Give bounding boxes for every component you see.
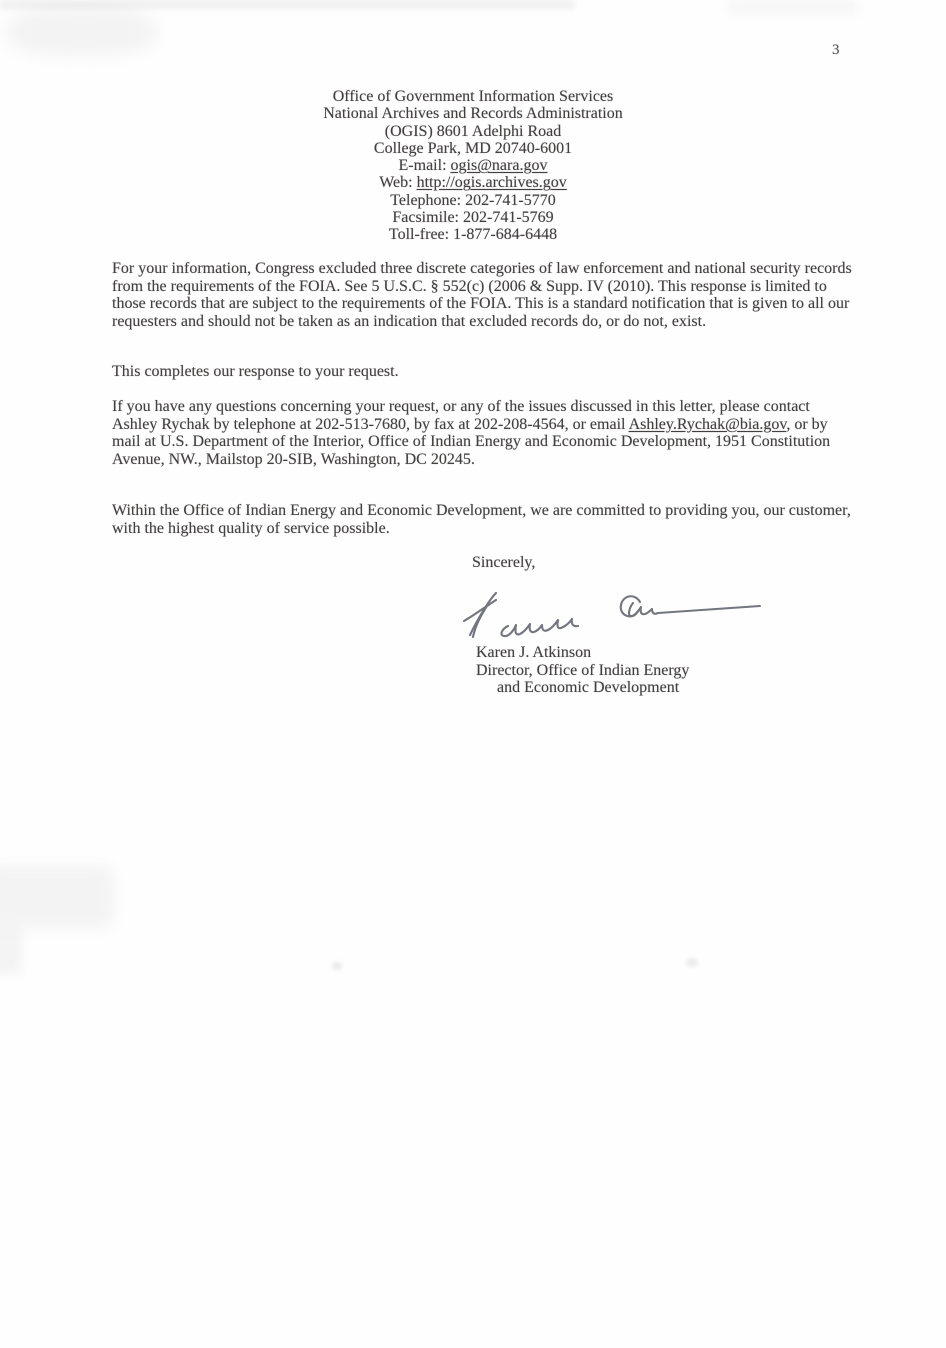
letterhead-agency-line: National Archives and Records Administration: [323, 105, 623, 123]
signatory-title-line1: Director, Office of Indian Energy: [476, 661, 690, 679]
web-link[interactable]: http://ogis.archives.gov: [416, 174, 567, 192]
email-label: E-mail:: [398, 157, 451, 175]
letterhead-email-line: [0, 157, 946, 174]
contact-text-before: If you have any questions concerning your request, or any of the issues discussed in this letter, please contact Ashley Rychak by telephone at 202-513-7680, by fax at 202-208-4564, or email: [112, 398, 810, 433]
scan-artifact: [728, 0, 858, 14]
contact-email-link[interactable]: Ashley.Rychak@bia.gov: [628, 415, 787, 433]
paragraph-response-complete: This completes our response to your request.: [112, 363, 399, 380]
scan-artifact: [0, 0, 575, 9]
web-label: Web:: [379, 174, 417, 192]
scan-artifact: [0, 866, 114, 928]
scan-artifact: [6, 8, 156, 56]
signatory-title-line2: and Economic Development: [497, 679, 680, 696]
letterhead-tollfree-line: Toll-free: 1-877-684-6448: [388, 226, 558, 244]
signature-block: [476, 644, 689, 697]
letterhead-address-line: (OGIS) 8601 Adelphi Road: [384, 122, 562, 140]
page-number: 3: [832, 42, 840, 58]
scan-artifact: [332, 962, 342, 970]
letterhead: [0, 88, 946, 244]
paragraph-service-commitment: Within the Office of Indian Energy and Economic Development, we are committed to providing you, our customer, with the highest quality of service possible.: [112, 502, 851, 537]
signature-handwritten: [462, 589, 764, 645]
paragraph-foia-exclusions: For your information, Congress excluded three discrete categories of law enforcement and national security records from the requirements of the FOIA. See 5 U.S.C. § 552(c) (2006 & Supp. IV (2010). This response is limited to those records that are subject to the requirements of the FOIA. This is a standard notification that is given to all our requesters and should not be taken as an indication that excluded records do, or do not, exist.: [112, 260, 852, 331]
scan-artifact: [686, 958, 698, 967]
contact-text-after: , or by mail at U.S. Department of the Interior, Office of Indian Energy and Economic Development, 1951 Constitution Avenue, NW., Mailstop 20-SIB, Washington, DC 20245.: [112, 415, 831, 469]
letterhead-city-line: College Park, MD 20740-6001: [373, 139, 573, 157]
letterhead-facsimile-line: Facsimile: 202-741-5769: [392, 209, 554, 227]
scan-artifact: [0, 928, 22, 974]
letterhead-web-line: [0, 174, 946, 191]
letterhead-office-line: Office of Government Information Services: [332, 88, 614, 105]
signature-karen-atkinson-icon: [462, 589, 764, 645]
signatory-name: Karen J. Atkinson: [476, 644, 592, 661]
paragraph-contact-info: [112, 398, 856, 469]
letterhead-telephone-line: Telephone: 202-741-5770: [390, 191, 556, 209]
email-link[interactable]: ogis@nara.gov: [450, 157, 548, 175]
closing-salutation: Sincerely,: [472, 554, 536, 571]
